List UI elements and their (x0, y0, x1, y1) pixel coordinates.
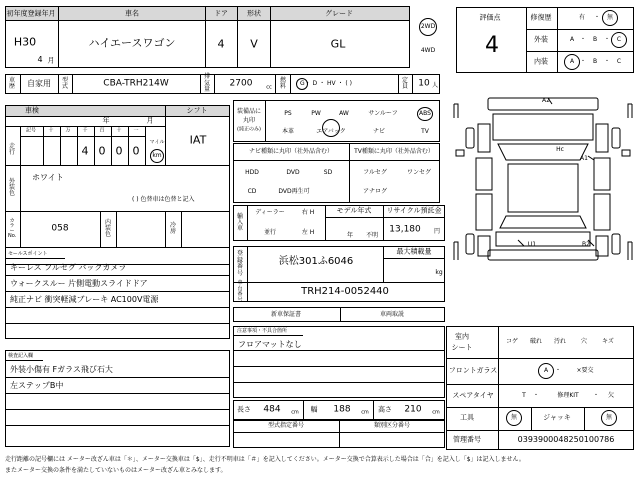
classification-label: 車歴 (8, 77, 15, 90)
inspection-year-unit: 年 (102, 116, 110, 125)
odo-unit-0: 十 (48, 127, 54, 134)
grade-label: グレード (325, 9, 353, 18)
model-code-value: CBA-TRH214W (103, 78, 169, 89)
sales-points-box (5, 247, 230, 339)
length-value: 484 (263, 404, 281, 415)
navi-title: ナビ種類に丸印（社外品含む） (248, 148, 334, 155)
seat-stain: 汚れ (553, 338, 567, 345)
navi-dvd-play: DVD再生可 (278, 188, 310, 195)
int-a: A (569, 58, 575, 65)
plate-value: 浜松301ふ6046 (278, 256, 354, 267)
mark-a2: A2 (542, 97, 550, 104)
door-label: ドア (214, 9, 228, 18)
odo-unit-5: 一 (133, 127, 139, 134)
spare-dot1: ・ (532, 392, 540, 399)
width-label: 幅 (310, 405, 318, 414)
mgmt-value: 0393900048250100786 (517, 435, 615, 444)
interior-color-label: 内装色 (104, 219, 111, 238)
displacement-value: 2700 (229, 78, 253, 89)
width-value: 188 (333, 404, 351, 415)
odo-unit-3: 百 (99, 127, 105, 134)
windshield-a: A (543, 367, 549, 374)
tv-oneseg: ワンセグ (406, 169, 432, 176)
recycle-yen: 円 (433, 228, 441, 235)
int-b: B (592, 58, 598, 65)
odo-digit-3: 0 (98, 144, 106, 158)
mark-u1: U1 (527, 241, 537, 248)
equip-tv: TV (421, 128, 429, 135)
sales-label: セールスポイント (8, 251, 48, 257)
equip-ps: PS (284, 110, 292, 117)
sales-line-2: ウォークスルー 片側電動スライドドア (10, 279, 148, 288)
sales-line-3: 純正ナビ 衝突軽減ブレーキ AC100V電源 (10, 295, 159, 304)
reg-year-label: 初年度登録年月 (6, 9, 56, 18)
mgmt-label: 管理番号 (453, 435, 481, 444)
spare-t: T (522, 392, 526, 399)
score-value: 4 (485, 33, 499, 58)
seat-scratch: キズ (602, 338, 614, 345)
reg-era-year: H30 (13, 35, 37, 49)
odo-digit-5: 0 (132, 144, 140, 158)
exterior-grade-label: 外装 (534, 35, 548, 44)
chassis-value: TRH214-0052440 (301, 286, 389, 297)
abs-circle (417, 107, 433, 121)
height-label: 高さ (378, 405, 392, 414)
fuel-label: 燃料 (279, 77, 286, 90)
shift-value: IAT (189, 133, 207, 147)
ext-dot2: ・ (603, 36, 611, 43)
import-parallel: 並行 (263, 229, 277, 236)
model-name-label: 車名 (125, 9, 139, 18)
max-load-label: 最大積載量 (396, 247, 432, 256)
import-label: 輸入車 (236, 213, 243, 232)
shift-label: シフト (186, 106, 208, 115)
odo-unit-head: 記号 (25, 127, 37, 134)
car-damage-diagram (448, 90, 638, 270)
odo-unit-2: 千 (82, 127, 88, 134)
import-right: 右 H (301, 209, 315, 216)
docs-box (233, 307, 445, 322)
running-label: 走行 (8, 143, 15, 156)
seat-label-bottom: シート (451, 343, 473, 352)
aircon-label: 冷房 (169, 222, 176, 235)
seat-hole: 穴 (580, 338, 588, 345)
model-year-label: モデル年式 (336, 206, 372, 215)
repair-no: 無 (606, 14, 614, 21)
windshield-dot: ・ (554, 367, 562, 374)
km-label: km (152, 152, 162, 159)
sales-line-1: キーレス フルセグ バックカメラ (10, 263, 127, 272)
equip-aw: AW (339, 110, 349, 117)
int-dot2: ・ (603, 58, 611, 65)
ext-c: C (616, 36, 622, 43)
navi-hdd: HDD (245, 169, 259, 176)
windshield-replace: ×要交 (576, 367, 594, 374)
capacity-unit: 人 (431, 82, 439, 89)
height-value: 210 (404, 404, 422, 415)
grade-value: GL (330, 37, 346, 51)
reg-month: 4 (37, 55, 43, 64)
manual-label: 車両取説 (379, 311, 405, 318)
chassis-label: 車台番号 (237, 280, 243, 303)
int-dot1: ・ (579, 58, 587, 65)
max-load-unit: kg (435, 269, 443, 276)
windshield-circle (538, 363, 554, 379)
interior-grade-label: 内装 (534, 57, 548, 66)
repair-circle (602, 10, 618, 26)
equip-navi: ナビ (372, 128, 386, 135)
mark-a1: A1 (580, 155, 588, 162)
recycle-value: 13,180 (389, 224, 421, 235)
import-left: 左 H (301, 229, 315, 236)
door-count: 4 (217, 37, 225, 51)
seat-burn: コゲ (505, 338, 519, 345)
inspection-label: 車検 (25, 106, 39, 115)
repair-label: 修復歴 (530, 13, 552, 22)
color-value: ホワイト (32, 173, 64, 182)
footer-line-1: 走行距離の記号欄には メーター改ざん車は「＊」、メーター交換車は「$」、走行不明車は「＃」を記入してください。メーター交換で合算表示した場合は「合」を記入し「$」は記入しません。 (5, 456, 525, 463)
capacity-value: 10 (418, 78, 430, 89)
capacity-label: 定員 (401, 77, 408, 90)
jack-label: ジャッキ (543, 413, 571, 422)
ext-b: B (592, 36, 598, 43)
color-code-value: 058 (51, 223, 69, 234)
seat-label-top: 室内 (455, 332, 469, 341)
length-label: 長さ (237, 405, 251, 414)
score-label: 評価点 (479, 13, 501, 22)
repair-dot: ・ (593, 14, 601, 21)
seat-tear: 破れ (529, 338, 543, 345)
reg-number-label: 登録番号 (236, 249, 243, 277)
inspection-month-unit: 月 (146, 116, 154, 125)
odo-unit-4: 十 (116, 127, 122, 134)
spare-missing: 欠 (607, 392, 615, 399)
mark-b2: B2 (582, 241, 590, 248)
equip-abs: ABS (419, 110, 431, 117)
drive-alt: 4WD (420, 47, 436, 54)
fuel-options: G・ D ・ HV ・ ( ) (300, 80, 353, 87)
odo-digit-2: 4 (81, 144, 89, 158)
mile-label: マイル (149, 139, 165, 146)
classification-value: 自家用 (27, 79, 51, 88)
int-c: C (616, 58, 622, 65)
tools-value: 無 (510, 414, 518, 421)
import-dealer: ディーラー (255, 209, 285, 216)
body-shape: V (250, 37, 258, 51)
color-change-note: ( ) 色替車は色替と記入 (132, 196, 195, 203)
jack-circle (601, 410, 617, 426)
ext-a: A (569, 36, 575, 43)
spec-row (5, 74, 440, 94)
navi-dvd: DVD (286, 169, 300, 176)
tv-title: TV種類に丸印（社外品含む） (354, 148, 434, 155)
equip-pw: PW (311, 110, 321, 117)
color-code-label: カラーNo. (8, 218, 17, 239)
navi-sd: SD (323, 169, 333, 176)
spare-label: スペアタイヤ (452, 391, 494, 400)
jack-value: 無 (605, 414, 613, 421)
mark-hc: Hc (556, 146, 564, 153)
int-circle (564, 54, 580, 70)
model-code-label: 型式 (61, 77, 68, 90)
inspect-line-1: 外装小傷有 Fガラス飛び石大 (10, 365, 113, 374)
tv-fullseg: フルセグ (363, 169, 387, 176)
class-number-label: 類別区分番号 (373, 422, 411, 429)
shape-label: 形状 (247, 9, 261, 18)
odo-digit-4: 0 (115, 144, 123, 158)
notes-box (233, 326, 445, 398)
inspect-line-2: 左ステップB中 (10, 381, 64, 390)
repair-yes: 有 (578, 14, 586, 21)
height-unit: cm (432, 409, 440, 416)
equip-sunroof: サンルーフ (368, 110, 398, 117)
drive-badge: 2WD (420, 23, 436, 30)
footer-line-2: またメーター交換の条件を満たしていないものはメーター改ざん車とみなします。 (5, 467, 227, 474)
odo-unit-1: 万 (65, 127, 71, 134)
width-unit: cm (361, 409, 369, 416)
tools-label: 工具 (460, 413, 474, 422)
windshield-label: フロントガラス (448, 366, 498, 375)
recycle-label: リサイクル預託金 (386, 206, 442, 215)
ext-dot1: ・ (579, 36, 587, 43)
type-cert-label: 型式指定番号 (267, 422, 305, 429)
note-label: 注意事項・不具合箇所 (237, 328, 288, 334)
new-warranty-label: 新車保証書 (270, 311, 302, 318)
equip-label-bottom: (純正のみ) (237, 126, 261, 133)
navi-cd: CD (247, 188, 257, 195)
tools-circle (506, 410, 522, 426)
model-year-unknown: 不明 (365, 232, 379, 239)
equip-airbag: エアバック (316, 128, 346, 135)
cc-unit: cc (266, 84, 272, 91)
note-line-1: フロアマットなし (238, 340, 302, 349)
car-name: ハイエースワゴン (88, 36, 176, 50)
inspect-label: 検査記入欄 (8, 353, 34, 359)
equip-leather: 本革 (281, 128, 295, 135)
ext-circle (611, 32, 627, 48)
reg-month-unit: 月 (47, 56, 55, 65)
spare-dot2: ・ (592, 392, 600, 399)
tv-analog: アナログ (362, 188, 388, 195)
displacement-label: 排気量 (203, 73, 210, 94)
model-year-unit: 年 (346, 232, 354, 239)
airbag-circle (322, 119, 340, 137)
length-unit: cm (291, 409, 299, 416)
fuel-circle (296, 78, 308, 90)
spare-kit: 修理KIT (557, 392, 579, 399)
equip-label-mid: 丸印 (242, 117, 256, 124)
color-label: 外装色 (8, 178, 15, 197)
equip-label-top: 装備品に (236, 108, 262, 115)
